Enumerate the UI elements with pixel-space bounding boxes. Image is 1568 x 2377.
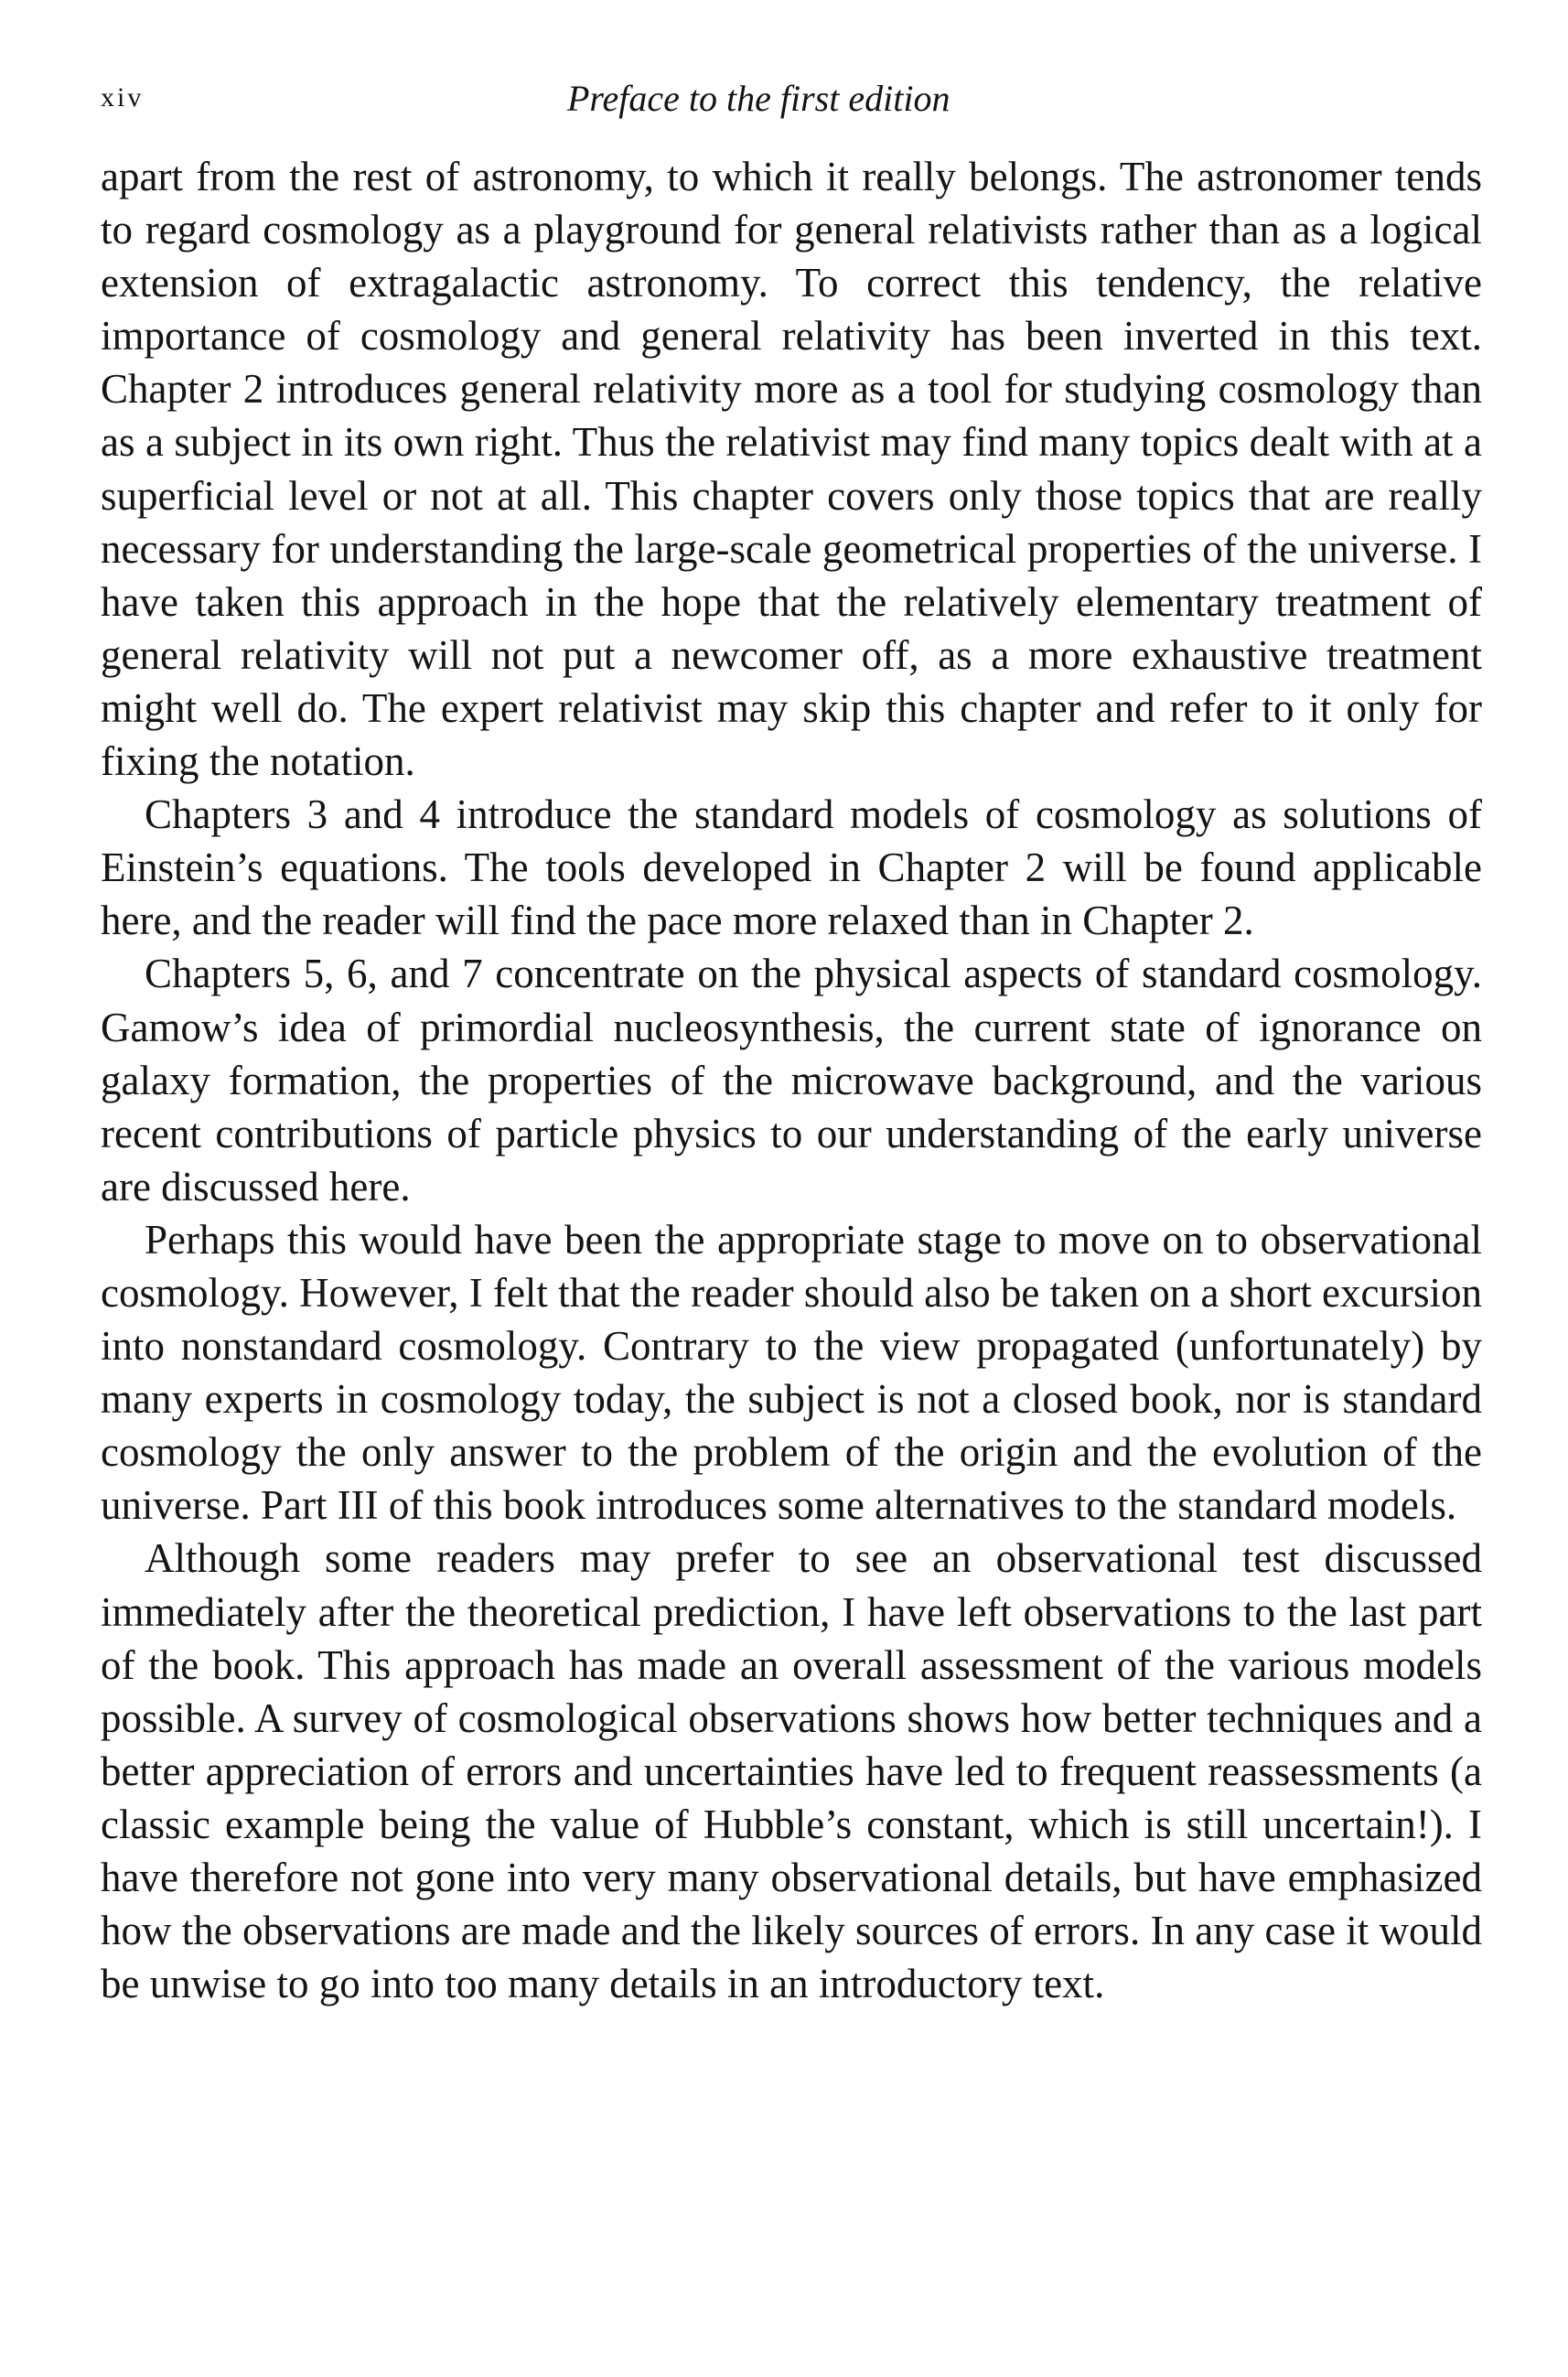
paragraph-chapters-3-4: Chapters 3 and 4 introduce the standard models of cosmology as solutions of Einstein’s equations. The tools developed in Chapter 2 will be found applicable here, and the reader will find the pace more relaxed than in Chapter 2. bbox=[101, 791, 1482, 944]
body-text bbox=[101, 150, 1482, 2010]
paragraph-continued: apart from the rest of astronomy, to which it really belongs. The astronomer tends to regard cosmology as a playground for general relativists rather than as a logical extension of extragalactic astronomy. To correct this tendency, the relative importance of cosmology and general relativity has been inverted in this text. Chapter 2 introduces general relativity more as a tool for studying cosmology than as a subject in its own right. Thus the relativist may find many topics dealt with at a superficial level or not at all. This chapter covers only those topics that are really necessary for understanding the large-scale geometrical properties of the universe. I have taken this approach in the hope that the relatively elementary treatment of general relativity will not put a newcomer off, as a more exhaustive treatment might well do. The expert relativist may skip this chapter and refer to it only for fixing the notation. bbox=[101, 154, 1482, 785]
page-number: xiv bbox=[101, 82, 145, 113]
paragraph-chapters-5-6-7: Chapters 5, 6, and 7 concentrate on the physical aspects of standard cosmology. Gamow’s idea of primordial nucleosynthesis, the current state of ignorance on galaxy formation, the properties of the microwave background, and the various recent contributions of particle physics to our understanding of the early universe are discussed here. bbox=[101, 951, 1482, 1210]
paragraph-observations: Although some readers may prefer to see an observational test discussed immediately after the theoretical prediction, I have left observations to the last part of the book. This approach has made an overall assessment of the various models possible. A survey of cosmological observations shows how better techniques and a better appreciation of errors and uncertainties have led to frequent reassessments (a classic example being the value of Hubble’s constant, which is still uncertain!). I have therefore not gone into very many observational details, but have emphasized how the observations are made and the likely sources of errors. In any case it would be unwise to go into too many details in an introductory text. bbox=[101, 1535, 1482, 2007]
running-head bbox=[101, 77, 1482, 123]
paragraph-nonstandard-cosmology: Perhaps this would have been the appropriate stage to move on to observational cosmology. However, I felt that the reader should also be taken on a short excursion into nonstandard cosmology. Contrary to the view propagated (unfortunately) by many experts in cosmology today, the subject is not a closed book, nor is standard cosmology the only answer to the problem of the origin and the evolution of the universe. Part III of this book introduces some alternatives to the standard models. bbox=[101, 1216, 1482, 1529]
running-title: Preface to the first edition bbox=[567, 78, 950, 119]
book-page bbox=[101, 0, 1482, 2377]
